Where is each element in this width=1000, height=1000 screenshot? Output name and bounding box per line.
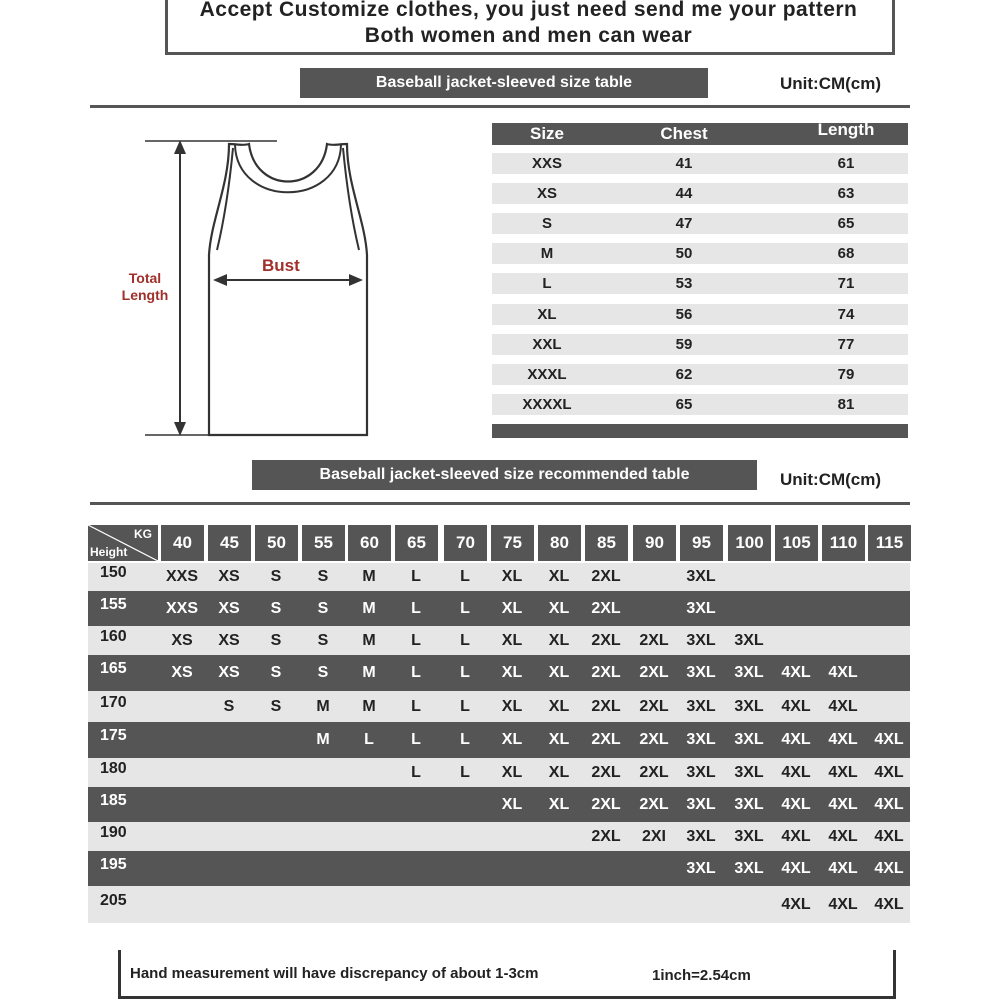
weight-header-cell: 75 <box>491 525 534 561</box>
size-recommendation-cell: L <box>460 632 470 649</box>
weight-header-cell: 110 <box>822 525 865 561</box>
size-recommendation-cell: XS <box>218 568 240 585</box>
size-recommendation-cell: 3XL <box>686 632 716 649</box>
size-recommendation-cell: 4XL <box>828 828 858 845</box>
size-recommendation-cell: 3XL <box>686 764 716 781</box>
size-recommendation-cell: 4XL <box>874 796 904 813</box>
total-length-label: Total Length <box>121 270 169 303</box>
size-recommendation-cell: 2XL <box>639 796 669 813</box>
size-table-row <box>492 243 908 264</box>
size-recommendation-cell: 3XL <box>686 664 716 681</box>
size-recommendation-cell: XL <box>501 568 523 585</box>
size-recommendation-cell: 2XL <box>591 828 621 845</box>
table-corner <box>88 525 158 561</box>
size-recommendation-cell: S <box>223 698 235 715</box>
height-value: 195 <box>100 856 127 873</box>
column-header-length: Length <box>817 120 875 139</box>
size-recommendation-cell: 4XL <box>874 764 904 781</box>
size-recommendation-cell: 4XL <box>828 796 858 813</box>
length-cell: 79 <box>837 365 855 383</box>
size-recommendation-cell: 3XL <box>686 568 716 585</box>
height-value: 185 <box>100 792 127 809</box>
weight-header-cell: 45 <box>208 525 251 561</box>
size-recommendation-cell: 3XL <box>686 796 716 813</box>
height-row <box>88 591 910 626</box>
chest-cell: 56 <box>675 305 693 323</box>
size-recommendation-cell: 4XL <box>781 860 811 877</box>
size-recommendation-cell: 3XL <box>686 600 716 617</box>
height-value: 150 <box>100 564 127 581</box>
height-row <box>88 851 910 886</box>
size-cell: S <box>541 215 552 233</box>
weight-header-cell: 65 <box>395 525 438 561</box>
size-recommendation-cell: 4XL <box>874 731 904 748</box>
size-table-row <box>492 334 908 355</box>
size-cell: XXS <box>531 155 562 172</box>
weight-header-cell: 40 <box>161 525 204 561</box>
size-recommendation-cell: S <box>270 664 282 681</box>
size-cell: XXXL <box>527 365 567 383</box>
size-recommendation-cell: L <box>411 632 421 649</box>
recommend-table-title: Baseball jacket-sleeved size recommended table <box>252 460 757 490</box>
size-recommendation-cell: 4XL <box>828 896 858 913</box>
height-value: 190 <box>100 824 127 841</box>
size-recommendation-cell: M <box>362 632 376 649</box>
arrow-head-up <box>174 140 186 154</box>
size-recommendation-cell: XL <box>548 632 570 649</box>
weight-header-cell: 60 <box>348 525 391 561</box>
size-recommendation-cell: 4XL <box>781 796 811 813</box>
size-recommendation-cell: XL <box>501 731 523 748</box>
size-recommendation-cell: XXS <box>165 568 198 585</box>
size-recommendation-cell: 2XL <box>639 698 669 715</box>
size-recommendation-cell: 4XL <box>781 664 811 681</box>
size-recommendation-cell: XS <box>218 664 240 681</box>
size-recommendation-cell: 4XL <box>828 664 858 681</box>
length-cell: 68 <box>837 245 855 263</box>
chest-cell: 50 <box>675 245 693 263</box>
size-recommendation-cell: 4XL <box>828 698 858 715</box>
size-recommendation-cell: 3XL <box>734 796 764 813</box>
size-recommendation-cell: S <box>270 600 282 617</box>
weight-header-cell: 115 <box>868 525 911 561</box>
weight-header-cell: 70 <box>444 525 487 561</box>
size-recommendation-cell: S <box>270 698 282 715</box>
size-recommendation-cell: 4XL <box>781 698 811 715</box>
size-recommendation-cell: 4XL <box>781 764 811 781</box>
size-recommendation-cell: XS <box>171 632 193 649</box>
height-row <box>88 655 910 691</box>
size-recommendation-cell: 2XL <box>639 764 669 781</box>
size-recommendation-cell: S <box>270 632 282 649</box>
chest-cell: 44 <box>675 185 693 203</box>
size-recommendation-cell: L <box>411 764 421 781</box>
length-cell: 61 <box>837 155 855 172</box>
size-recommendation-cell: 4XL <box>874 860 904 877</box>
size-recommendation-cell: 3XL <box>734 731 764 748</box>
bust-label: Bust <box>262 256 300 275</box>
divider <box>90 105 910 108</box>
size-recommendation-cell: XL <box>548 600 570 617</box>
size-recommendation-cell: XL <box>501 764 523 781</box>
size-recommendation-cell: 2XL <box>591 698 621 715</box>
size-recommendation-cell: 2XL <box>591 600 621 617</box>
header-line-1: Accept Customize clothes, you just need send me your pattern <box>199 0 858 21</box>
chest-cell: 53 <box>675 275 693 293</box>
size-recommendation-cell: L <box>460 698 470 715</box>
size-recommendation-cell: XL <box>548 568 570 585</box>
size-recommendation-cell: L <box>460 568 470 585</box>
height-row <box>88 822 910 851</box>
length-cell: 77 <box>837 335 855 353</box>
height-row <box>88 787 910 822</box>
size-recommendation-cell: 3XL <box>734 764 764 781</box>
header-line-2: Both women and men can wear <box>364 24 693 47</box>
size-recommendation-cell: 4XL <box>828 731 858 748</box>
size-recommendation-cell: 3XL <box>686 828 716 845</box>
size-recommendation-cell: 2XL <box>639 632 669 649</box>
size-recommendation-cell: 2XL <box>591 731 621 748</box>
size-recommendation-cell: M <box>362 664 376 681</box>
height-row <box>88 626 910 655</box>
size-recommendation-cell: 4XL <box>781 828 811 845</box>
size-recommendation-cell: 4XL <box>781 731 811 748</box>
size-recommendation-cell: XL <box>548 664 570 681</box>
weight-header-cell: 85 <box>585 525 628 561</box>
size-recommendation-cell: 4XL <box>874 828 904 845</box>
size-recommendation-cell: M <box>316 731 330 748</box>
size-recommendation-cell: 3XL <box>686 731 716 748</box>
chest-cell: 62 <box>675 365 693 383</box>
size-recommendation-cell: 2XI <box>641 828 666 845</box>
size-cell: XL <box>537 305 557 323</box>
height-row <box>88 886 910 923</box>
size-table-unit: Unit:CM(cm) <box>780 74 882 93</box>
size-recommendation-cell: XL <box>501 632 523 649</box>
length-cell: 65 <box>837 215 855 233</box>
size-recommendation-cell: S <box>317 664 329 681</box>
size-recommendation-cell: L <box>411 731 421 748</box>
size-recommendation-cell: XS <box>218 600 240 617</box>
size-recommendation-cell: XL <box>501 600 523 617</box>
size-recommendation-cell: 2XL <box>639 731 669 748</box>
size-table-row <box>492 304 908 325</box>
size-recommendation-cell: L <box>411 600 421 617</box>
weight-header-cell: 80 <box>538 525 581 561</box>
size-recommendation-cell: 3XL <box>734 632 764 649</box>
size-cell: M <box>540 245 554 263</box>
size-recommendation-cell: XL <box>501 796 523 813</box>
chest-cell: 65 <box>675 395 693 413</box>
size-recommendation-cell: 3XL <box>734 698 764 715</box>
size-table-row <box>492 213 908 234</box>
size-recommendation-cell: 2XL <box>591 764 621 781</box>
chest-cell: 59 <box>675 335 693 353</box>
divider <box>90 502 910 505</box>
size-recommendation-cell: 2XL <box>591 568 621 585</box>
size-recommendation-cell: L <box>460 731 470 748</box>
height-value: 180 <box>100 760 127 777</box>
size-recommendation-cell: XL <box>548 796 570 813</box>
size-recommendation-cell: XS <box>218 632 240 649</box>
size-recommendation-cell: L <box>460 764 470 781</box>
weight-header-cell: 100 <box>728 525 771 561</box>
height-row <box>88 563 910 591</box>
size-recommendation-cell: 3XL <box>686 860 716 877</box>
size-table-header <box>492 120 908 145</box>
size-table-row <box>492 273 908 294</box>
weight-header-cell: 95 <box>680 525 723 561</box>
size-recommendation-cell: S <box>317 600 329 617</box>
height-value: 155 <box>100 596 127 613</box>
size-recommendation-cell: M <box>362 568 376 585</box>
height-value: 165 <box>100 660 127 677</box>
size-recommendation-cell: XL <box>548 698 570 715</box>
weight-header-cell: 90 <box>633 525 676 561</box>
height-row <box>88 758 910 787</box>
measurement-note: Hand measurement will have discrepancy of about 1-3cm <box>130 965 539 982</box>
corner-height-label: Height <box>90 545 128 559</box>
size-table-row <box>492 364 908 385</box>
size-recommendation-cell: L <box>460 664 470 681</box>
size-recommendation-cell: XL <box>548 764 570 781</box>
size-recommendation-cell: XL <box>501 664 523 681</box>
size-recommendation-cell: S <box>317 632 329 649</box>
chest-cell: 41 <box>675 155 693 172</box>
height-value: 160 <box>100 628 127 645</box>
arrow-head-down <box>174 422 186 436</box>
recommend-table-unit: Unit:CM(cm) <box>780 470 882 489</box>
size-recommendation-cell: L <box>411 568 421 585</box>
size-recommendation-cell: 2XL <box>639 664 669 681</box>
size-cell: XXXXL <box>522 395 572 413</box>
size-recommendation-cell: 4XL <box>874 896 904 913</box>
height-value: 205 <box>100 892 127 909</box>
size-recommendation-cell: XS <box>171 664 193 681</box>
length-cell: 71 <box>837 275 855 293</box>
size-recommendation-cell: 4XL <box>828 860 858 877</box>
size-recommendation-cell: L <box>411 664 421 681</box>
length-cell: 81 <box>837 395 855 413</box>
length-cell: 74 <box>837 305 855 323</box>
size-recommendation-cell: 2XL <box>591 796 621 813</box>
tank-top-outline <box>209 144 367 435</box>
size-recommendation-cell: M <box>316 698 330 715</box>
length-cell: 63 <box>837 185 855 203</box>
size-cell: XS <box>536 185 557 203</box>
size-table-row <box>492 153 908 174</box>
size-recommendation-cell: S <box>270 568 282 585</box>
size-recommendation-cell: M <box>362 600 376 617</box>
height-value: 170 <box>100 694 127 711</box>
size-recommendation-cell: XXS <box>165 600 198 617</box>
corner-kg-label: KG <box>134 527 152 541</box>
height-row <box>88 722 910 758</box>
weight-header-cell: 105 <box>775 525 818 561</box>
size-recommendation-cell: L <box>460 600 470 617</box>
size-table-row <box>492 183 908 204</box>
size-recommendation-cell: XL <box>548 731 570 748</box>
size-recommendation-cell: S <box>317 568 329 585</box>
size-recommendation-cell: 3XL <box>686 698 716 715</box>
size-recommendation-cell: 3XL <box>734 828 764 845</box>
size-recommendation-cell: L <box>364 731 374 748</box>
column-header-size: Size <box>529 124 565 143</box>
size-recommendation-cell: 2XL <box>591 664 621 681</box>
column-header-chest: Chest <box>660 124 708 143</box>
size-recommendation-cell: 4XL <box>828 764 858 781</box>
size-recommendation-cell: XL <box>501 698 523 715</box>
size-cell: XXL <box>532 335 562 353</box>
weight-header-cell: 55 <box>302 525 345 561</box>
size-recommendation-cell: M <box>362 698 376 715</box>
size-table-row <box>492 394 908 415</box>
size-recommendation-cell: 3XL <box>734 860 764 877</box>
size-recommendation-cell: 3XL <box>734 664 764 681</box>
size-table-title: Baseball jacket-sleeved size table <box>300 68 708 98</box>
size-recommendation-cell: 4XL <box>781 896 811 913</box>
weight-header-cell: 50 <box>255 525 298 561</box>
size-recommendation-cell: 2XL <box>591 632 621 649</box>
height-value: 175 <box>100 727 127 744</box>
inch-conversion: 1inch=2.54cm <box>652 967 751 984</box>
size-recommendation-cell: L <box>411 698 421 715</box>
size-cell: L <box>542 275 552 293</box>
height-row <box>88 691 910 722</box>
chest-cell: 47 <box>675 215 693 233</box>
size-table-footer-bar <box>492 424 908 438</box>
